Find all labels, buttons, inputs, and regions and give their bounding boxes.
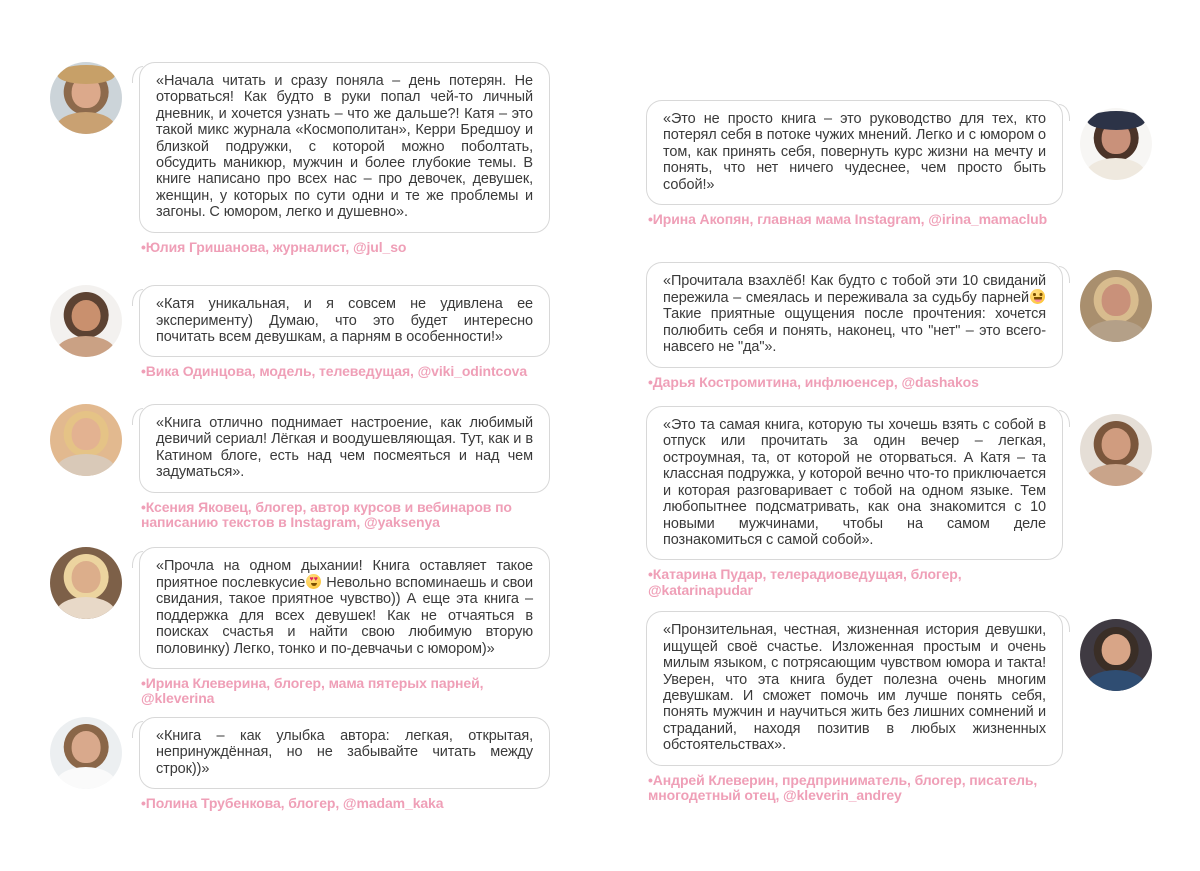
avatar-torso	[56, 454, 116, 476]
quote-bubble	[139, 404, 550, 493]
avatar-torso	[1086, 320, 1146, 342]
quote-bubble	[139, 62, 550, 233]
quote-bubble	[646, 262, 1063, 368]
avatar	[1080, 619, 1152, 691]
testimonial-content	[139, 404, 550, 531]
avatar-torso	[56, 336, 116, 358]
quote-bubble	[139, 717, 550, 789]
testimonial	[646, 100, 1152, 228]
attribution: •Ирина Акопян, главная мама Instagram, @irina_mamaclub	[648, 211, 1048, 228]
testimonial	[50, 404, 550, 531]
attribution: •Юлия Гришанова, журналист, @jul_so	[141, 238, 407, 255]
attribution: •Ирина Клеверина, блогер, мама пятерых парней, @kleverina	[141, 674, 484, 707]
testimonial	[50, 547, 550, 707]
testimonials-column-left	[50, 62, 550, 812]
testimonials-column-right	[646, 100, 1152, 804]
avatar	[50, 285, 122, 357]
attribution: •Дарья Костромитина, инфлюенсер, @dashakos	[648, 373, 979, 390]
quote-text: «Это не просто книга – это руководство для тех, кто потерял себя в потоке чужих мнений. Легко и с юмором о том, как принять себя, повернуть курс жизни на мечту и понять, что нет ничего чудеснее, чем просто быть собой!»	[663, 111, 1046, 193]
testimonial	[50, 62, 550, 255]
quote-text: «Книга – как улыбка автора: легкая, открытая, непринуждённая, но не забывайте читать между строк))»	[156, 727, 533, 777]
quote-text: «Катя уникальная, и я совсем не удивлена ее эксперименту) Думаю, что это будет интересно почитать всем девушкам, а парням в особенности!»	[156, 296, 533, 345]
testimonial	[50, 285, 550, 380]
attribution: •Катарина Пудар, телерадиоведущая, блогер, @katarinapudar	[648, 566, 962, 598]
quote-bubble	[646, 611, 1063, 765]
avatar	[1080, 414, 1152, 486]
testimonial	[646, 262, 1152, 391]
avatar-face	[1102, 428, 1131, 460]
avatar-torso	[1086, 464, 1146, 486]
avatar	[50, 547, 122, 619]
heart-eyes-emoji	[306, 574, 321, 589]
avatar-torso	[56, 767, 116, 789]
avatar	[50, 404, 122, 476]
testimonial-content	[646, 100, 1063, 228]
quote-text: «Прочитала взахлёб! Как будто с тобой эти 10 свиданий пережила – смеялась и переживала за судьбу парней Такие приятные ощущения после прочтения: хочется полюбить себя и понять, наконец, что "нет" – это всего-навсего не "да"».	[663, 272, 1046, 356]
avatar-face	[72, 418, 101, 450]
avatar-torso	[56, 597, 116, 619]
avatar-face	[1102, 634, 1131, 666]
avatar	[50, 717, 122, 789]
avatar-torso	[56, 112, 116, 134]
quote-text: «Это та самая книга, которую ты хочешь взять с собой в отпуск или прочитать за один вечер – легкая, остроумная, та, от которой не оторваться. А Катя – та классная подружка, у которой вечно что-то приключается и которая разговаривает с тобой на одном языке. Тем любопытнее подсматривать, как она знакомится с 10 новыми мужчинами, чтобы на самом деле познакомиться с самой собой».	[663, 417, 1046, 548]
testimonial	[646, 406, 1152, 598]
quote-text: «Прочла на одном дыхании! Книга оставляет такое приятное послевкусие♥♥ Невольно вспоминаешь и свои свидания, такое приятное чувство)) А еще эта книга – поддержка для всех девушек! Как не отчаяться в поисках счастья и найти свою любимую вторую половинку) Легко, тонко и по-девчачьи с юмором)»	[156, 558, 533, 657]
attribution: •Ксения Яковец, блогер, автор курсов и вебинаров по написанию текстов в Instagram, @yaksenya	[141, 498, 512, 530]
quote-bubble	[139, 285, 550, 357]
testimonial-content	[139, 547, 550, 707]
testimonial-content	[646, 406, 1063, 598]
testimonial-content	[646, 262, 1063, 391]
avatar-face	[72, 300, 101, 332]
quote-text: «Пронзительная, честная, жизненная история девушки, ищущей своё счастье. Изложенная простым и очень милым языком, с потрясающим чувством юмора и такта! Уверен, что эта книга будет полезна очень многим девушкам. И сможет помочь им лучше понять себя, понять мужчин и научиться жить без лишних сомнений и страданий, находя позитив в любых жизненных обстоятельствах».	[663, 622, 1046, 754]
attribution: •Вика Одинцова, модель, телеведущая, @viki_odintcova	[141, 363, 528, 380]
winking-tongue-emoji	[1030, 289, 1045, 304]
testimonial-content	[139, 717, 550, 812]
quote-bubble	[646, 100, 1063, 205]
quote-bubble	[139, 547, 550, 669]
quote-bubble	[646, 406, 1063, 560]
avatar	[50, 62, 122, 134]
avatar-hat	[57, 65, 115, 84]
avatar-torso	[1086, 670, 1146, 692]
quote-text: «Книга отлично поднимает настроение, как любимый девичий сериал! Лёгкая и воодушевляющая. Тут, как и в Катином блоге, есть над чем посмеяться и над чем задуматься».	[156, 414, 533, 481]
testimonial	[646, 611, 1152, 803]
quote-text: «Начала читать и сразу поняла – день потерян. Не оторваться! Как будто в руки попал чей-то личный дневник, и хочется узнать – что же дальше?! Катя – это такой микс журнала «Космополитан», Керри Бредшоу и близкой подружки, с которой можно поболтать, обсудить маникюр, мужчин и более глубокие темы. В книге написано про всех нас – про девочек, девушек, женщин, у которых по сути одни и те же проблемы и загоны. С юмором, легко и душевно».	[156, 73, 533, 221]
testimonial-content	[139, 285, 550, 380]
avatar-face	[1102, 284, 1131, 316]
avatar	[1080, 270, 1152, 342]
testimonial	[50, 717, 550, 812]
attribution: •Андрей Клеверин, предприниматель, блогер, писатель, многодетный отец, @kleverin_andrey	[648, 771, 1038, 804]
attribution: •Полина Трубенкова, блогер, @madam_kaka	[141, 795, 444, 812]
avatar-face	[72, 731, 101, 763]
avatar	[1080, 108, 1152, 180]
avatar-face	[72, 561, 101, 593]
testimonial-content	[139, 62, 550, 255]
avatar-torso	[1086, 158, 1146, 180]
testimonial-content	[646, 611, 1063, 803]
avatar-hat	[1087, 111, 1145, 130]
